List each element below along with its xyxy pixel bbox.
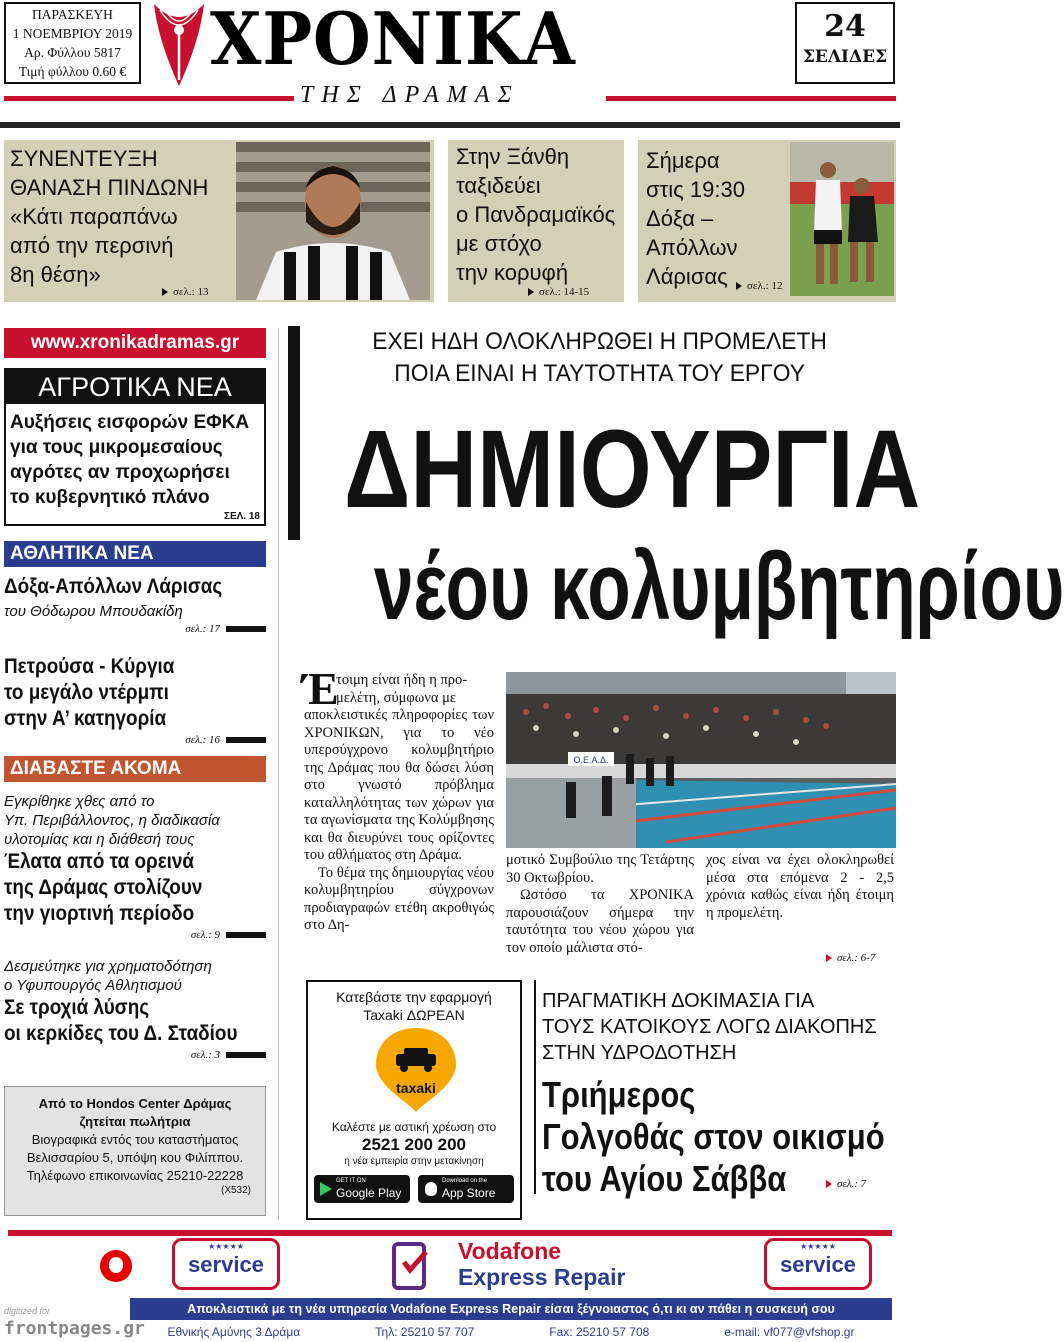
article-text-line: τοιμη είναι ήδη η προ- [336, 672, 468, 688]
article-paragraph: Ωστόσο τα ΧΡΟΝΙΚΑ παρουσιάζουν σήμερα την ταυτότητα του νέου χώρου για τον οποίο μάλιστα στό- [506, 887, 694, 956]
second-story-rule [534, 980, 536, 1194]
contact-email[interactable]: e-mail: vf077@vfshop.gr [724, 1325, 855, 1339]
second-kicker-line: ΠΡΑΓΜΑΤΙΚΗ ΔΟΚΙΜΑΣΙΑ ΓΙΑ [542, 990, 815, 1012]
service-label: service [188, 1252, 264, 1277]
taxaki-ad-line: Taxaki ΔΩΡΕΑΝ [363, 1007, 465, 1023]
app-store-label: App Store [442, 1186, 496, 1200]
pen-nib-logo-icon [150, 0, 208, 90]
story-page-ref: σελ.: 9 [190, 929, 220, 941]
masthead-rule-left [4, 96, 294, 101]
job-ad-line: ζητείται πωλήτρια [79, 1114, 191, 1129]
vodafone-ad[interactable] [0, 1230, 900, 1342]
contact-address: Εθνικής Αμύνης 3 Δράμα [167, 1325, 301, 1339]
service-stars: ★★★★★ [208, 1242, 244, 1251]
swimming-pool-photo [506, 672, 896, 848]
read-more-header: ΔΙΑΒΑΣΤΕ ΑΚΟΜΑ [4, 756, 266, 782]
story-kicker-line: Εγκρίθηκε χθες από το [4, 793, 155, 810]
job-ad-line: Βελισσαρίου 5, υπόψη κου Φιλίππου. [26, 1150, 244, 1165]
story-kicker-line: ο Υφυπουργός Αθλητισμού [4, 977, 182, 994]
story-title-line: της Δράμας στολίζουν [4, 876, 203, 899]
agro-news-box[interactable] [4, 368, 266, 526]
second-kicker-line: ΤΟΥΣ ΚΑΤΟΙΚΟΥΣ ΛΟΓΩ ΔΙΑΚΟΠΗΣ [542, 1016, 877, 1038]
teaser-line: ΣΥΝΕΝΤΕΥΞΗ [10, 146, 158, 171]
agro-news-header: ΑΓΡΟΤΙΚΑ ΝΕΑ [6, 370, 264, 404]
story-title: Δόξα-Απόλλων Λάρισας [4, 575, 223, 598]
service-label: service [780, 1252, 856, 1277]
player-portrait-photo [236, 142, 430, 300]
frontpages-watermark[interactable]: frontpages.gr [4, 1318, 145, 1339]
taxaki-ad[interactable] [306, 980, 522, 1220]
service-badge-right [764, 1238, 872, 1290]
express-repair-brand: Express Repair [458, 1264, 626, 1290]
main-kicker-line: ΕΧΕΙ ΗΔΗ ΟΛΟΚΛΗΡΩΘΕΙ Η ΠΡΟΜΕΛΕΤΗ [372, 328, 827, 355]
teaser-line: 8η θέση» [10, 262, 101, 287]
teaser-line: από την περσινή [10, 233, 174, 258]
article-column-1 [302, 663, 494, 935]
story-kicker-line: υλοτομίας και η διάθεσή τους [4, 831, 195, 848]
teaser-line: Λάρισας [646, 264, 728, 289]
digitized-label: digitized for [4, 1306, 51, 1316]
teaser-line: Δόξα – [646, 206, 714, 231]
google-play-label: Google Play [336, 1186, 402, 1200]
newspaper-logo-subtitle: ΤΗΣ ΔΡΑΜΑΣ [300, 82, 520, 108]
teaser-page-ref: σελ.: 14-15 [539, 286, 590, 298]
story-page-ref: σελ.: 16 [185, 734, 220, 746]
arrow-icon [528, 288, 534, 296]
masthead-rule-right [606, 96, 896, 101]
taxaki-ad-line: η νέα εμπειρία στην μετακίνηση [344, 1156, 484, 1167]
story-title-line: Έλατα από τα ορεινά [4, 850, 195, 873]
contact-tel[interactable]: Τηλ: 25210 57 707 [375, 1325, 475, 1339]
story-kicker-line: Υπ. Περιβάλλοντος, η διαδικασία [4, 812, 220, 829]
taxaki-logo [308, 1024, 524, 1114]
page-count-number: 24 [824, 9, 866, 44]
agro-headline-line: αγρότες αν προχωρήσει [10, 462, 230, 483]
main-headline-line2[interactable]: νέου κολυμβητηρίου [374, 533, 1064, 640]
teaser-interview[interactable] [4, 140, 434, 302]
apple-icon [425, 1182, 437, 1196]
job-ad-code: (Χ532) [220, 1185, 251, 1196]
story-title-line: Πετρούσα - Κύργια [4, 655, 175, 678]
agro-page-ref: ΣΕΛ. 18 [223, 511, 260, 522]
story-page-ref: σελ.: 17 [185, 623, 220, 635]
main-story-header[interactable] [284, 326, 900, 390]
teaser-line: ΘΑΝΑΣΗ ΠΙΝΔΩΝΗ [10, 175, 209, 200]
teaser-line: Στην Ξάνθη [456, 144, 570, 169]
main-story-page-ref: σελ.: 6-7 [837, 952, 876, 964]
story-title-line: Σε τροχιά λύσης [4, 996, 150, 1019]
photo-banner-text: Ο.Ε.Α.Δ. [573, 755, 609, 765]
app-store-small: Download on the [442, 1178, 488, 1184]
masthead-divider [0, 122, 900, 128]
issue-sheet-number: Αρ. Φύλλου 5817 [24, 45, 121, 60]
contact-fax: Fax: 25210 57 708 [549, 1325, 650, 1339]
article-paragraph: Το θέμα της δημιουργίας νέου κολυμβητηρίου σύγχρονων προδιαγραφών ετέθη ακροθιγώς στο Δη- [304, 864, 494, 933]
issue-info-box [4, 2, 141, 84]
teaser-doxa[interactable] [638, 140, 896, 302]
arrow-icon [162, 288, 168, 296]
job-ad-line: Τηλέφωνο επικοινωνίας 25210-22228 [26, 1168, 244, 1183]
taxaki-brand: taxaki [396, 1080, 436, 1096]
story-kicker-line: Δεσμεύτηκε για χρηματοδότηση [4, 958, 212, 975]
teaser-line: «Κάτι παραπάνω [10, 204, 178, 229]
read-more-story-stadium[interactable] [4, 957, 266, 1061]
story-author: του Θόδωρου Μπουδακίδη [4, 603, 183, 620]
article-column-2 [506, 852, 694, 957]
page-count-box [795, 2, 895, 84]
story-title-line: το μεγάλο ντέρμπι [4, 681, 169, 704]
sports-story-doxa[interactable] [4, 574, 266, 635]
phone-repair-icon [386, 1240, 438, 1292]
article-column-3 [706, 852, 894, 922]
football-players-photo [790, 142, 894, 296]
arrow-icon [826, 954, 832, 962]
service-stars: ★★★★★ [800, 1242, 836, 1251]
app-store-button[interactable] [418, 1175, 514, 1203]
article-paragraph: χος είναι να έχει ολοκληρωθεί μέσα στα επόμενα 2 - 2,5 χρόνια καθώς είναι ήδη έτοιμη η προμελέτη. [706, 852, 894, 921]
arrow-icon [826, 1180, 832, 1188]
job-ad-line: Από το Hondos Center Δράμας [38, 1096, 232, 1111]
issue-day: ΠΑΡΑΣΚΕΥΗ [32, 7, 113, 22]
teaser-line: Απόλλων [646, 235, 738, 260]
sports-news-header: ΑΘΛΗΤΙΚΑ ΝΕΑ [4, 541, 266, 567]
main-headline-line1[interactable]: ΔΗΜΙΟΥΡΓΙΑ [344, 408, 921, 531]
vodafone-contact-row [130, 1322, 892, 1342]
second-story-page-ref: σελ.: 7 [837, 1178, 867, 1190]
google-play-icon [320, 1182, 332, 1196]
vodafone-tagline: Αποκλειστικά με τη νέα υπηρεσία Vodafone Express Repair είσαι ξέγνοιαστος ό,τι κι αν πάθει η συσκευή σου [130, 1298, 892, 1320]
story-title-line: στην Α’ κατηγορία [4, 707, 167, 730]
teaser-line: ο Πανδραμαϊκός [456, 202, 616, 227]
taxaki-ad-line: Καλέστε με αστική χρέωση στο [331, 1120, 497, 1134]
job-ad-line: Βιογραφικά εντός του καταστήματος [31, 1132, 239, 1147]
taxaki-phone[interactable]: 2521 200 200 [362, 1135, 466, 1154]
teaser-line: Σήμερα [646, 148, 720, 173]
issue-price: Τιμή φύλλου 0.60 € [18, 64, 127, 79]
google-play-button[interactable] [314, 1175, 410, 1203]
website-link[interactable]: www.xronikadramas.gr [4, 328, 266, 358]
agro-headline-line: το κυβερνητικό πλάνο [10, 487, 210, 508]
accent-bar [288, 326, 300, 540]
article-paragraph: αποκλειστικές πληροφορίες των ΧΡΟΝΙΚΩΝ, για το νέο υπερσύγχρονο κολυμβητήριο της Δράμας που θα δώσει λύση στο γνωστό πρόβλημα καταλληλότητας των χώρων για τα αγωνίσματα της Κολύμβησης και θα διευρύνει τους ορίζοντες του αθλήματος στη Δράμα. [304, 707, 494, 863]
story-title-line: οι κερκίδες του Δ. Σταδίου [4, 1022, 238, 1045]
google-play-small: GET IT ON [336, 1178, 366, 1184]
teaser-page-ref: σελ.: 13 [173, 286, 209, 298]
agro-headline-line: για τους μικρομεσαίους [10, 437, 223, 458]
teaser-line: με στόχο [456, 231, 542, 256]
service-badge-left [172, 1238, 280, 1290]
taxi-pin-icon [308, 1024, 524, 1114]
drop-cap: Έ [302, 663, 339, 714]
teaser-page-ref: σελ.: 12 [747, 280, 783, 292]
column-divider [278, 328, 279, 1220]
taxaki-ad-line: Κατεβάστε την εφαρμογή [336, 989, 492, 1005]
agro-headline-line: Αυξήσεις εισφορών ΕΦΚΑ [10, 412, 250, 433]
teaser-pandramaikos[interactable] [448, 140, 624, 302]
second-kicker-line: ΣΤΗΝ ΥΔΡΟΔΟΤΗΣΗ [542, 1042, 737, 1064]
second-headline-line: Γολγοθάς στον οικισμό [542, 1116, 885, 1157]
teaser-line: στις 19:30 [646, 177, 745, 202]
article-text-line: μελέτη, σύμφωνα με [336, 689, 456, 706]
page-count-label: ΣΕΛΙΔΕΣ [802, 47, 888, 67]
job-ad-box [4, 1086, 266, 1216]
story-page-ref: σελ.: 3 [190, 1049, 220, 1061]
issue-date: 1 ΝΟΕΜΒΡΙΟΥ 2019 [12, 26, 133, 41]
newspaper-logo[interactable]: ΧΡΟΝΙΚΑ [210, 0, 576, 81]
teaser-line: ταξιδεύει [456, 173, 541, 198]
read-more-story-fir[interactable] [4, 792, 266, 941]
article-paragraph: μοτικό Συμβούλιο της Τετάρτης 30 Οκτωβρίου. [506, 852, 694, 886]
vodafone-logo-icon [100, 1250, 132, 1282]
arrow-icon [736, 282, 742, 290]
vodafone-brand: Vodafone [458, 1238, 562, 1264]
sports-story-petrousa[interactable] [4, 654, 266, 746]
teaser-line: την κορυφή [456, 260, 569, 285]
main-kicker-line: ΠΟΙΑ ΕΙΝΑΙ Η ΤΑΥΤΟΤΗΤΑ ΤΟΥ ΕΡΓΟΥ [394, 360, 805, 387]
second-headline-line: Τριήμερος [542, 1074, 696, 1115]
second-headline-line: του Αγίου Σάββα [542, 1158, 787, 1199]
second-story[interactable] [542, 988, 898, 1200]
story-title-line: την γιορτινή περίοδο [4, 902, 195, 925]
